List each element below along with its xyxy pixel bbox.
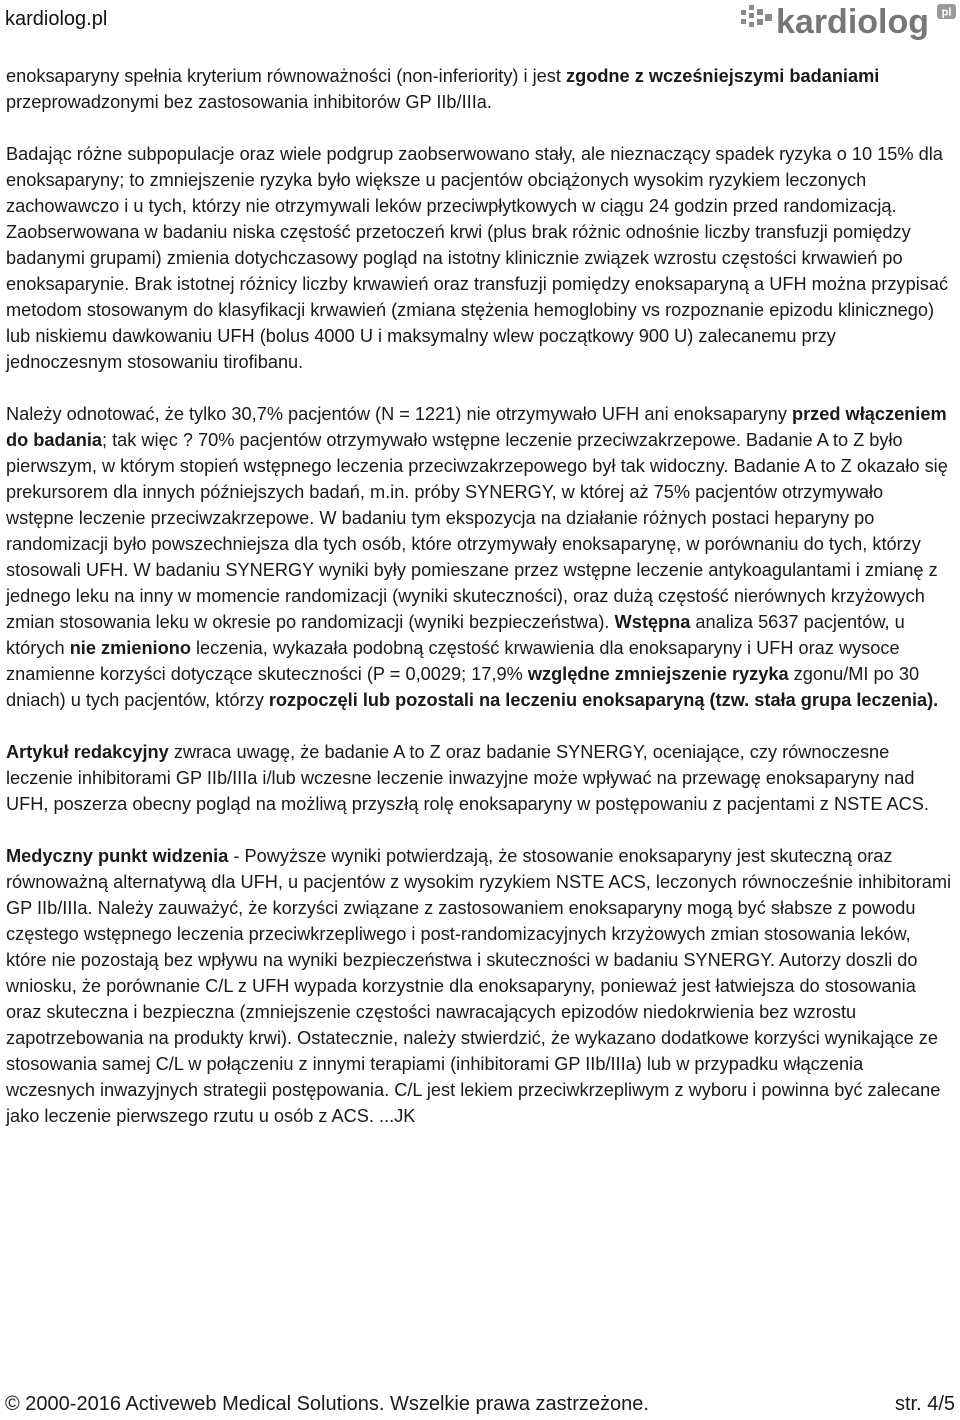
text-segment: zgonu/MI po 30 dniach) u tych pacjentów, którzy [6,664,920,710]
logo-text: kardiolog [776,3,930,41]
text-segment: - Powyższe wyniki potwierdzają, że stosowanie enoksaparyny jest skuteczną oraz równoważną alternatywą dla UFH, u pacjentów z wysokim ryzykiem NSTE ACS, leczonych równocześnie inhibitorami GP IIb/IIIa. Należy zauważyć, że korzyści związane z zastosowaniem enoksaparyny mogą być słabsze z powodu częstego wstępnego leczenia przeciwkrzepliwego i post-randomizacyjnych krzyżowych zmian stosowania leków, które nie pozostają bez wpływu na wyniki bezpieczeństwa i skuteczności w badaniu SYNERGY. Autorzy doszli do wniosku, że porównanie C/L z UFH wypada korzystnie dla enoksaparyny, ponieważ jest łatwiejsza do stosowania oraz skuteczna i bezpieczna (zmniejszenie częstości nawracających epizodów niedokrwienia bez wzrostu zapotrzebowania na produkty krwi). Ostatecznie, należy stwierdzić, że wykazano dodatkowe korzyści wynikające ze stosowania samej C/L w połączeniu z innymi terapiami (inhibitorami GP IIb/IIIa) lub w przypadku włączenia wczesnych inwazyjnych strategii postępowania. C/L jest lekiem przeciwkrzepliwym z wyboru i powinna być zalecane jako leczenie pierwszego rzutu u osób z ACS. ...JK [6,846,952,1126]
text-segment: enoksaparyny spełnia kryterium równoważności (non-inferiority) i jest [6,66,566,86]
text-segment: Badając różne subpopulacje oraz wiele podgrup zaobserwowano stały, ale nieznaczący spadek ryzyka o 10 15% dla enoksaparyny; to zmniejszenie ryzyka było większe u pacjentów obciążonych wysokim ryzykiem leczonych zachowawczo i u tych, którzy nie otrzymywali leków przeciwpłytkowych w ciągu 24 godzin przed randomizacją. Zaobserwowana w badaniu niska częstość przetoczeń krwi (plus brak różnic odnośnie liczby transfuzji pomiędzy badanymi grupami) zmienia dotychczasowy pogląd na istotny klinicznie związek wzrostu częstości krwawień po enoksaparynie. Brak istotnej różnicy liczby krwawień oraz transfuzji pomiędzy enoksaparyną a UFH można przypisać metodom stosowanym do klasyfikacji krwawień (zmiana stężenia hemoglobiny vs rozpoznanie epizodu klinicznego) lub niskiemu dawkowaniu UFH (bolus 4000 U i maksymalny wlew początkowy 900 U) zalecanemu przy jednoczesnym stosowaniu tirofibanu. [6,144,949,372]
bold-text: Medyczny punkt widzenia [6,846,229,866]
bold-text: Wstępna [614,612,691,632]
text-segment: przeprowadzonymi bez zastosowania inhibitorów GP IIb/IIIa. [6,92,492,112]
bold-text: przed włączeniem do badania [6,404,947,450]
article-body [6,63,954,1155]
bold-text: nie zmieniono [69,638,191,658]
text-segment: ; tak więc ? 70% pacjentów otrzymywało wstępne leczenie przeciwzakrzepowe. Badanie A to Z było pierwszym, w którym stopień wstępnego leczenia przeciwzakrzepowego był tak widoczny. Badanie A to Z okazało się prekursorem dla innych późniejszych badań, m.in. próby SYNERGY, w której aż 75% pacjentów otrzymywało wstępne leczenie przeciwzakrzepowe. W badaniu tym ekspozycja na działanie różnych postaci heparyny po randomizacji było powszechniejsza dla tych osób, które otrzymywały enoksaparynę, w porównaniu do tych, którzy stosowali UFH. W badaniu SYNERGY wyniki były pomieszane przez wstępne leczenie antykoagulantami i zmianę z jednego leku na inny w momencie randomizacji (wyniki skuteczności), oraz dużą częstość nierównych krzyżowych zmian stosowania leku w okresie po randomizacji (wyniki bezpieczeństwa). [6,430,948,632]
kardiolog-logo[interactable] [740,0,960,44]
paragraph [6,739,954,817]
page-footer [5,1393,955,1419]
paragraph [6,843,954,1129]
bold-text: względne zmniejszenie ryzyka [527,664,789,684]
copyright-text: © 2000-2016 Activeweb Medical Solutions. Wszelkie prawa zastrzeżone. [5,1393,649,1415]
page-number: str. 4/5 [894,1393,955,1415]
logo-badge-text: pl [941,6,952,19]
page-header [0,0,960,44]
text-segment: leczenia, wykazała podobną częstość krwawienia dla enoksaparyny i UFH oraz wysoce znamienne korzyści dotyczące skuteczności (P = 0,0029; 17,9% [6,638,900,684]
text-segment: zwraca uwagę, że badanie A to Z oraz badanie SYNERGY, oceniające, czy równoczesne leczenie inhibitorami GP IIb/IIIa i/lub wczesne leczenie inwazyjne może wpływać na przewagę enoksaparyny nad UFH, poszerza obecny pogląd na możliwą przyszłą rolę enoksaparyny w postępowaniu z pacjentami z NSTE ACS. [6,742,929,814]
text-segment: Należy odnotować, że tylko 30,7% pacjentów (N = 1221) nie otrzymywało UFH ani enoksaparyny [6,404,792,424]
text-segment: analiza 5637 pacjentów, u których [6,612,905,658]
bold-text: rozpoczęli lub pozostali na leczeniu enoksaparyną (tzw. stała grupa leczenia). [268,690,939,710]
paragraph [6,141,954,375]
bold-text: zgodne z wcześniejszymi badaniami [566,66,880,86]
bold-text: Artykuł redakcyjny [6,742,169,762]
paragraph [6,401,954,713]
site-name: kardiolog.pl [5,8,108,30]
dot-grid-icon [741,5,772,27]
paragraph [6,63,954,115]
